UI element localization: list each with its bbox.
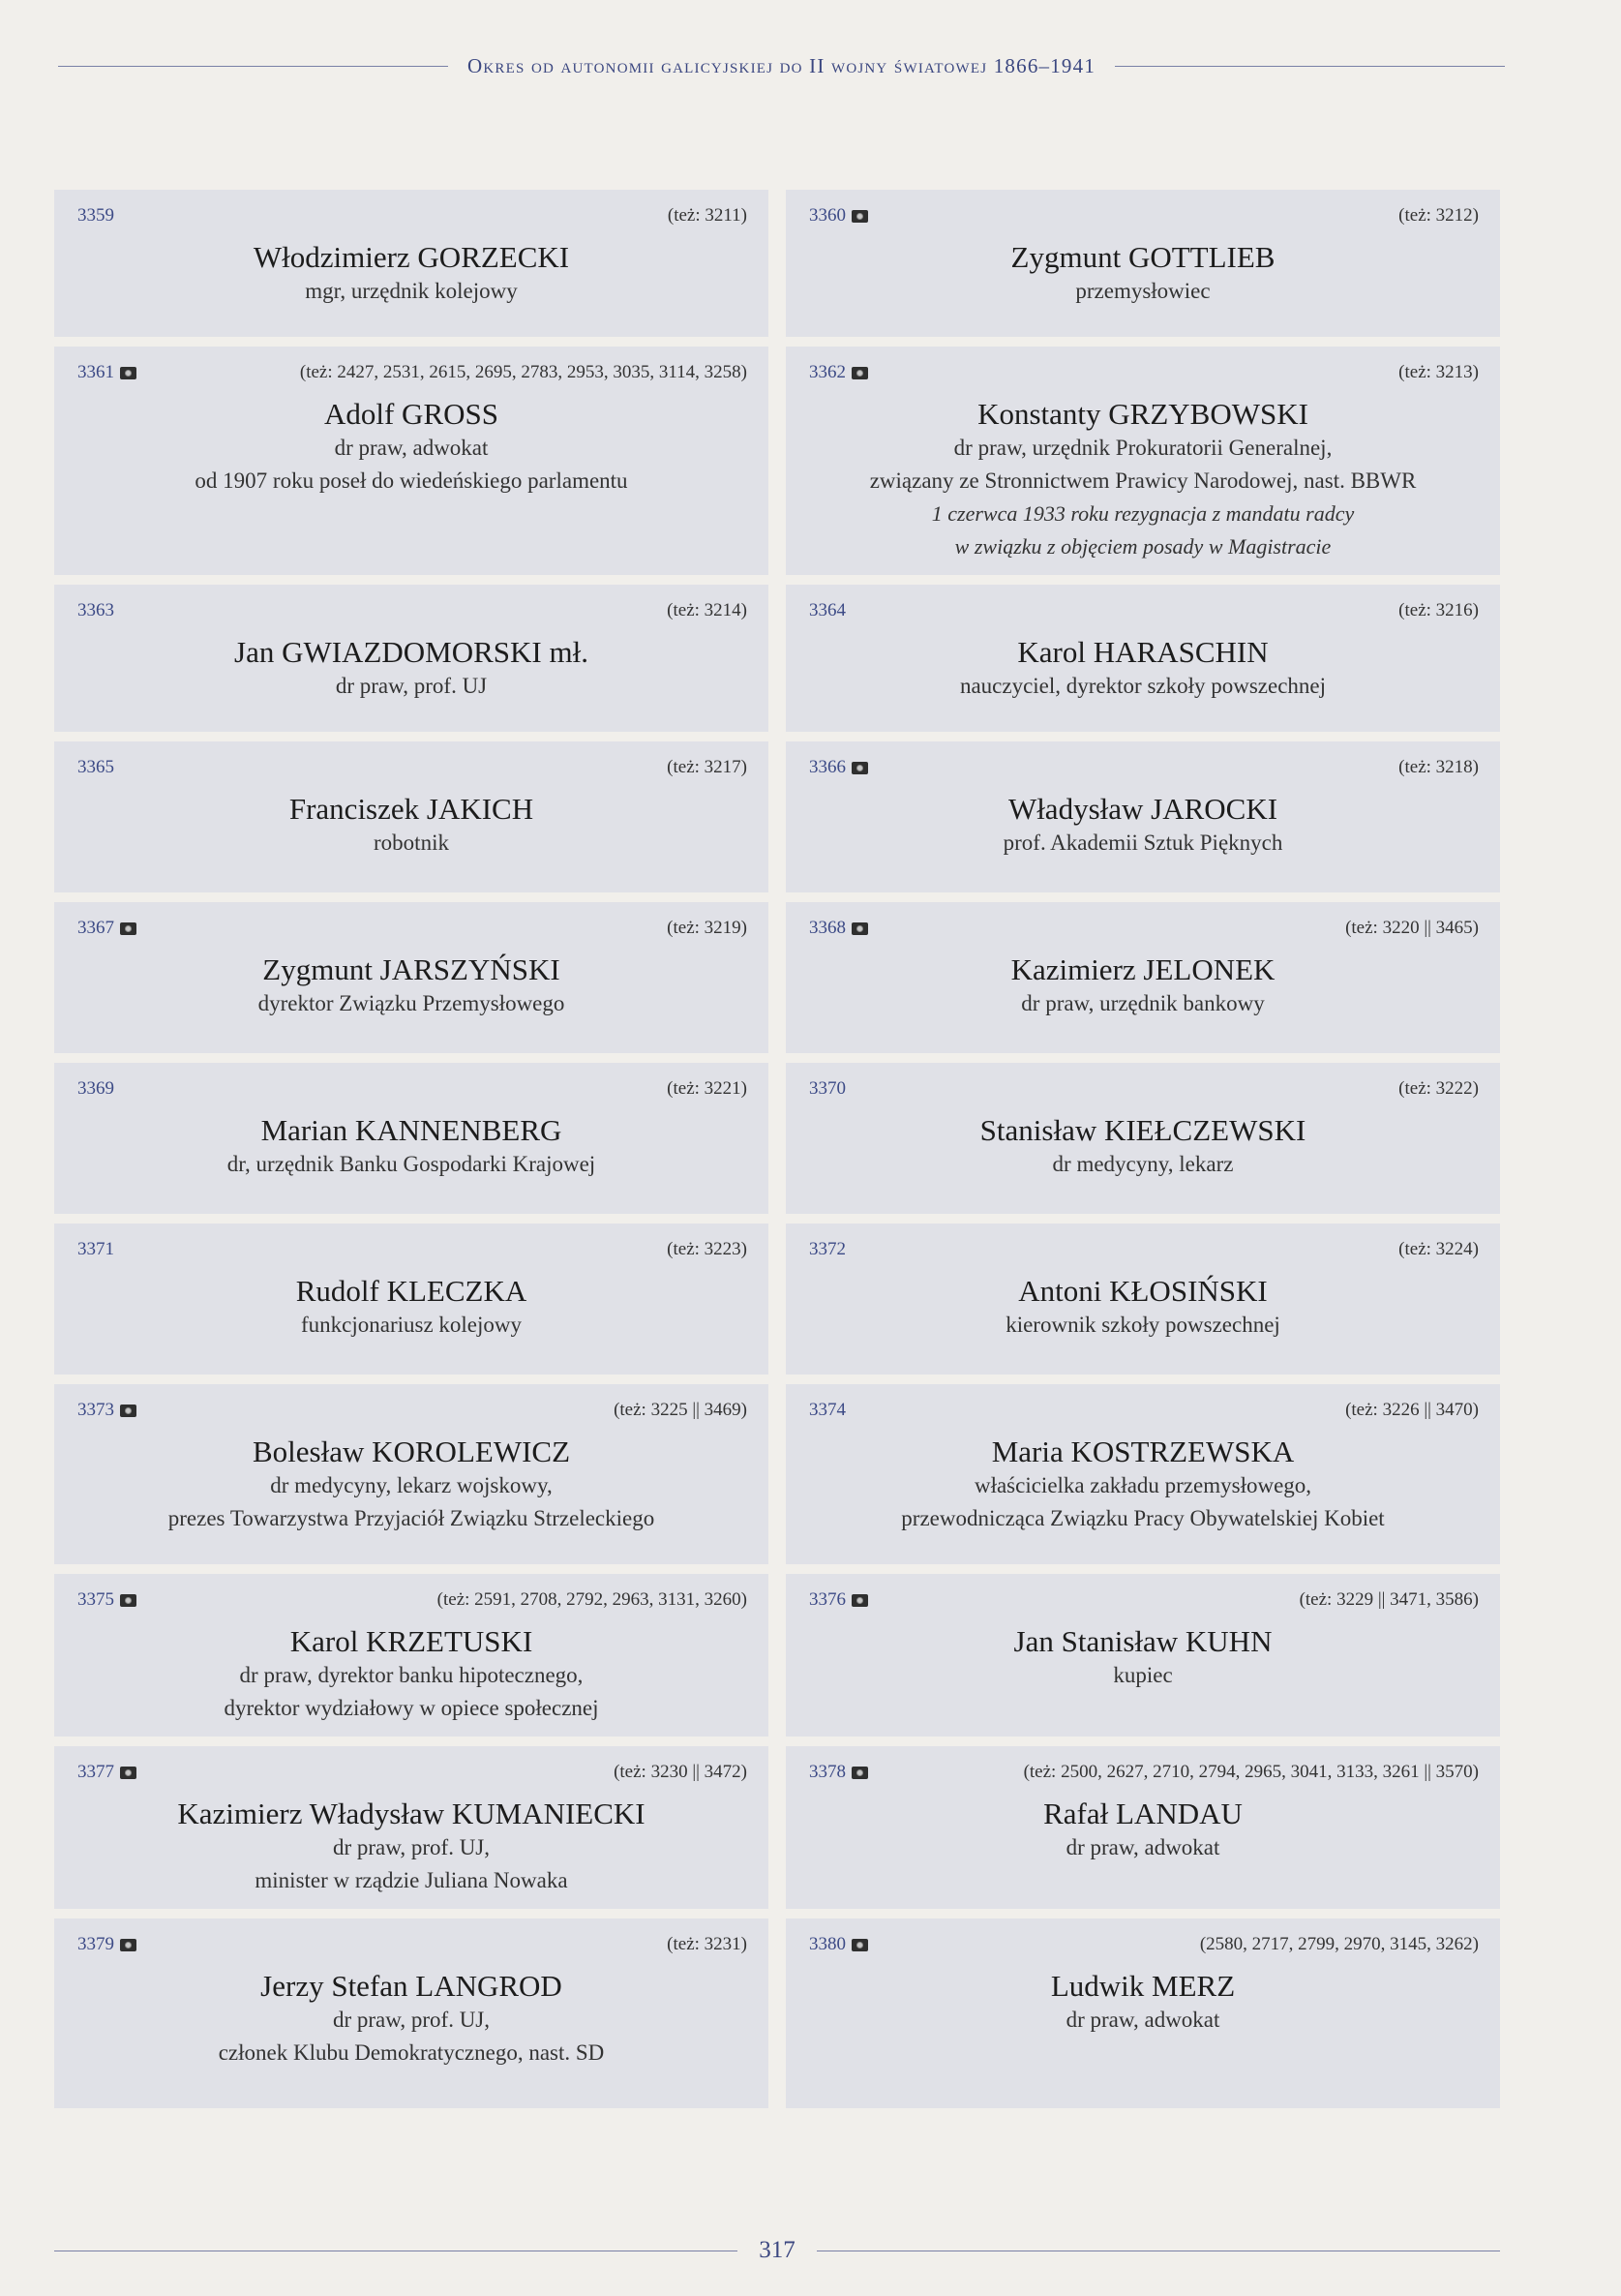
- photo-icon: [852, 367, 868, 379]
- entry-number: [77, 600, 114, 621]
- page-footer: [54, 2231, 1500, 2270]
- entry-card: [54, 1574, 768, 1737]
- entry-number: [77, 1239, 114, 1260]
- entry-number-text: 3378: [809, 1762, 846, 1782]
- person-description: minister w rządzie Juliana Nowaka: [255, 1868, 568, 1892]
- entry-body: [797, 347, 1488, 563]
- entry-number-text: 3359: [77, 205, 114, 226]
- entry-number: [77, 757, 114, 778]
- person-description: dyrektor wydziałowy w opiece społecznej: [224, 1696, 599, 1720]
- person-name: Adolf GROSS: [323, 397, 498, 431]
- entry-number-text: 3374: [809, 1400, 846, 1420]
- person-description: dr medycyny, lekarz: [1052, 1152, 1234, 1176]
- entry-number-text: 3380: [809, 1934, 846, 1954]
- person-description: dr praw, dyrektor banku hipotecznego,: [239, 1663, 584, 1687]
- entry-body: [66, 1063, 757, 1181]
- page-header: [58, 46, 1505, 85]
- photo-icon: [852, 1767, 868, 1779]
- person-name: Marian KANNENBERG: [260, 1113, 562, 1147]
- cross-references: (też: 3213): [1398, 362, 1479, 382]
- person-description: przewodnicząca Związku Pracy Obywatelskiej Kobiet: [901, 1506, 1385, 1530]
- cross-references: (też: 3231): [667, 1934, 747, 1954]
- entry-number-text: 3372: [809, 1239, 846, 1259]
- person-name: Karol KRZETUSKI: [289, 1624, 533, 1658]
- entry-number: [809, 205, 868, 227]
- entry-number-text: 3360: [809, 205, 846, 226]
- cross-references: (też: 3226 || 3470): [1345, 1400, 1479, 1420]
- entry-number: [809, 1400, 846, 1421]
- entry-body: [66, 1224, 757, 1342]
- person-name: Rudolf KLECZKA: [295, 1274, 527, 1308]
- photo-icon: [120, 1767, 136, 1779]
- person-description: członek Klubu Demokratycznego, nast. SD: [218, 2040, 605, 2065]
- person-description: funkcjonariusz kolejowy: [300, 1313, 523, 1337]
- person-name: Zygmunt GOTTLIEB: [1010, 240, 1276, 274]
- entry-number-text: 3368: [809, 918, 846, 938]
- running-title: Okres od autonomii galicyjskiej do II wojny światowej 1866–1941: [467, 53, 1096, 77]
- person-name: Władysław JAROCKI: [1007, 792, 1278, 826]
- person-name: Bolesław KOROLEWICZ: [252, 1435, 571, 1468]
- cross-references: (też: 2427, 2531, 2615, 2695, 2783, 2953, 3035, 3114, 3258): [299, 362, 747, 382]
- person-name: Franciszek JAKICH: [288, 792, 534, 826]
- person-name: Antoni KŁOSIŃSKI: [1018, 1274, 1268, 1308]
- cross-references: (też: 3211): [667, 205, 747, 226]
- person-description: związany ze Stronnictwem Prawicy Narodowej, nast. BBWR: [869, 468, 1417, 493]
- entry-number-text: 3361: [77, 362, 114, 382]
- photo-icon: [852, 1594, 868, 1607]
- entries-grid: [54, 190, 1500, 2118]
- entry-body: [797, 741, 1488, 860]
- photo-icon: [852, 1939, 868, 1951]
- person-description: przemysłowiec: [1075, 279, 1211, 303]
- cross-references: (też: 3224): [1398, 1239, 1479, 1259]
- cross-references: (też: 3212): [1398, 205, 1479, 226]
- cross-references: (też: 3219): [667, 918, 747, 938]
- person-name: Kazimierz JELONEK: [1010, 952, 1276, 986]
- person-name: Rafał LANDAU: [1043, 1797, 1243, 1830]
- entry-card: [786, 902, 1500, 1053]
- entry-number: [809, 1239, 846, 1260]
- entry-number: [77, 918, 136, 939]
- entry-body: [66, 190, 757, 308]
- entry-card: [54, 1063, 768, 1214]
- person-description: od 1907 roku poseł do wiedeńskiego parlamentu: [195, 468, 628, 493]
- entry-note: w związku z objęciem posady w Magistracie: [954, 534, 1332, 559]
- person-name: Zygmunt JARSZYŃSKI: [262, 952, 560, 986]
- entry-number-text: 3369: [77, 1078, 114, 1099]
- entry-card: [786, 347, 1500, 575]
- cross-references: (2580, 2717, 2799, 2970, 3145, 3262): [1199, 1934, 1479, 1954]
- entry-card: [54, 741, 768, 892]
- person-description: właścicielka zakładu przemysłowego,: [974, 1473, 1312, 1497]
- entry-number-text: 3365: [77, 757, 114, 777]
- person-description: dr praw, adwokat: [1066, 2008, 1220, 2032]
- entry-body: [66, 1918, 757, 2069]
- person-name: Konstanty GRZYBOWSKI: [977, 397, 1308, 431]
- entry-number: [77, 1589, 136, 1611]
- person-description: dr praw, prof. UJ: [335, 674, 488, 698]
- photo-icon: [852, 210, 868, 223]
- entry-number: [809, 600, 846, 621]
- cross-references: (też: 3221): [667, 1078, 747, 1099]
- entry-card: [786, 1224, 1500, 1375]
- cross-references: (też: 3217): [667, 757, 747, 777]
- entry-number-text: 3379: [77, 1934, 114, 1954]
- person-description: dr praw, prof. UJ,: [332, 2008, 491, 2032]
- entry-card: [786, 1574, 1500, 1737]
- entry-number: [809, 757, 868, 778]
- cross-references: (też: 3218): [1398, 757, 1479, 777]
- cross-references: (też: 3230 || 3472): [614, 1762, 747, 1782]
- entry-card: [54, 1746, 768, 1909]
- entry-body: [66, 585, 757, 703]
- cross-references: (też: 2591, 2708, 2792, 2963, 3131, 3260): [436, 1589, 747, 1610]
- entry-number: [77, 362, 136, 383]
- person-description: dr praw, adwokat: [334, 436, 489, 460]
- entry-body: [797, 1063, 1488, 1181]
- entry-card: [786, 741, 1500, 892]
- cross-references: (też: 3223): [667, 1239, 747, 1259]
- header-rule-right: [1115, 66, 1505, 67]
- entry-body: [66, 741, 757, 860]
- entry-number-text: 3362: [809, 362, 846, 382]
- entry-number: [809, 1762, 868, 1783]
- cross-references: (też: 3222): [1398, 1078, 1479, 1099]
- entry-number: [77, 205, 114, 227]
- person-description: robotnik: [374, 831, 449, 855]
- person-description: mgr, urzędnik kolejowy: [305, 279, 518, 303]
- entry-card: [786, 1746, 1500, 1909]
- entry-card: [54, 347, 768, 575]
- entry-number: [809, 1934, 868, 1955]
- entry-number-text: 3366: [809, 757, 846, 777]
- entry-card: [786, 190, 1500, 337]
- entry-card: [54, 1224, 768, 1375]
- entry-number: [77, 1400, 136, 1421]
- entry-note: 1 czerwca 1933 roku rezygnacja z mandatu radcy: [931, 501, 1355, 526]
- person-name: Maria KOSTRZEWSKA: [991, 1435, 1295, 1468]
- photo-icon: [120, 367, 136, 379]
- entry-body: [797, 1224, 1488, 1342]
- photo-icon: [120, 1939, 136, 1951]
- entry-number: [809, 362, 868, 383]
- photo-icon: [120, 922, 136, 935]
- photo-icon: [852, 762, 868, 774]
- entry-card: [54, 585, 768, 732]
- entry-number: [809, 1589, 868, 1611]
- person-name: Jan Stanisław KUHN: [1013, 1624, 1273, 1658]
- person-description: nauczyciel, dyrektor szkoły powszechnej: [959, 674, 1327, 698]
- person-name: Jan GWIAZDOMORSKI mł.: [234, 635, 588, 669]
- entry-card: [786, 585, 1500, 732]
- person-description: dr, urzędnik Banku Gospodarki Krajowej: [226, 1152, 596, 1176]
- entry-card: [54, 1918, 768, 2108]
- entry-number-text: 3363: [77, 600, 114, 620]
- person-description: prezes Towarzystwa Przyjaciół Związku Strzeleckiego: [167, 1506, 655, 1530]
- cross-references: (też: 3220 || 3465): [1345, 918, 1479, 938]
- person-description: dr medycyny, lekarz wojskowy,: [270, 1473, 553, 1497]
- person-name: Kazimierz Władysław KUMANIECKI: [177, 1797, 645, 1830]
- person-name: Stanisław KIEŁCZEWSKI: [979, 1113, 1306, 1147]
- photo-icon: [120, 1405, 136, 1417]
- cross-references: (też: 3216): [1398, 600, 1479, 620]
- entry-number-text: 3370: [809, 1078, 846, 1099]
- entry-number-text: 3373: [77, 1400, 114, 1420]
- person-name: Karol HARASCHIN: [1017, 635, 1269, 669]
- entry-card: [786, 1918, 1500, 2108]
- entry-number: [77, 1078, 114, 1100]
- person-description: dr praw, urzędnik bankowy: [1021, 991, 1265, 1015]
- cross-references: (też: 2500, 2627, 2710, 2794, 2965, 3041, 3133, 3261 || 3570): [1023, 1762, 1479, 1782]
- cross-references: (też: 3225 || 3469): [614, 1400, 747, 1420]
- entry-card: [54, 1384, 768, 1564]
- cross-references: (też: 3229 || 3471, 3586): [1299, 1589, 1479, 1610]
- entry-card: [786, 1384, 1500, 1564]
- person-description: kierownik szkoły powszechnej: [1006, 1313, 1280, 1337]
- header-rule-left: [58, 66, 448, 67]
- person-description: prof. Akademii Sztuk Pięknych: [1003, 831, 1283, 855]
- person-name: Włodzimierz GORZECKI: [253, 240, 570, 274]
- person-description: dr praw, prof. UJ,: [332, 1835, 491, 1859]
- entry-number-text: 3364: [809, 600, 846, 620]
- cross-references: (też: 3214): [667, 600, 747, 620]
- person-name: Jerzy Stefan LANGROD: [260, 1969, 562, 2003]
- entry-card: [786, 1063, 1500, 1214]
- person-description: dyrektor Związku Przemysłowego: [257, 991, 565, 1015]
- entry-number-text: 3371: [77, 1239, 114, 1259]
- entry-number: [77, 1934, 136, 1955]
- entry-body: [797, 585, 1488, 703]
- entry-body: [797, 190, 1488, 308]
- page-number: 317: [759, 2237, 795, 2263]
- entry-number: [77, 1762, 136, 1783]
- person-description: dr praw, urzędnik Prokuratorii Generalnej,: [953, 436, 1333, 460]
- entry-number: [809, 1078, 846, 1100]
- photo-icon: [852, 922, 868, 935]
- entry-number-text: 3375: [77, 1589, 114, 1610]
- entry-card: [54, 902, 768, 1053]
- entry-number-text: 3376: [809, 1589, 846, 1610]
- entry-card: [54, 190, 768, 337]
- entry-number-text: 3367: [77, 918, 114, 938]
- entry-number: [809, 918, 868, 939]
- entry-body: [66, 902, 757, 1020]
- entry-number-text: 3377: [77, 1762, 114, 1782]
- person-description: dr praw, adwokat: [1066, 1835, 1220, 1859]
- person-name: Ludwik MERZ: [1050, 1969, 1236, 2003]
- photo-icon: [120, 1594, 136, 1607]
- person-description: kupiec: [1113, 1663, 1173, 1687]
